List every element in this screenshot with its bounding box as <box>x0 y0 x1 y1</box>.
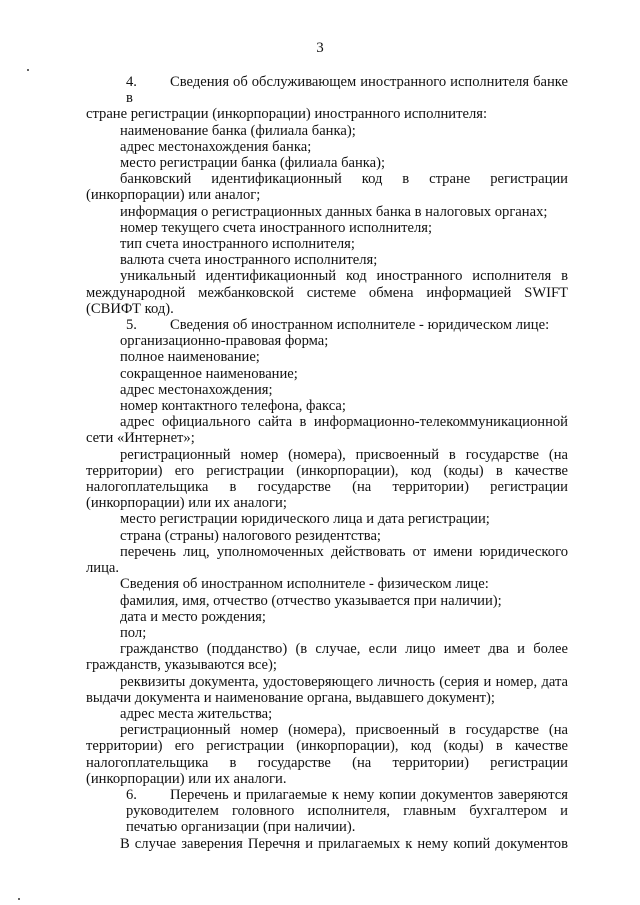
paragraph: организационно-правовая форма; <box>120 333 329 350</box>
paragraph: уникальный идентификационный код иностранного исполнителя в международной межбанковской системе обмена информацией SWIFT (СВИФТ код). <box>86 268 568 317</box>
paragraph: полное наименование; <box>120 349 260 366</box>
paragraph: сокращенное наименование; <box>120 365 298 382</box>
numbered-paragraph <box>86 74 568 106</box>
document-body <box>86 74 568 852</box>
paragraph: дата и место рождения; <box>120 608 266 625</box>
paragraph: В случае заверения Перечня и прилагаемых к нему копий документов <box>120 835 568 852</box>
paragraph: адрес местонахождения банка; <box>120 138 312 155</box>
paragraph: адрес местонахождения; <box>120 381 273 398</box>
paragraph: место регистрации банка (филиала банка); <box>120 155 386 172</box>
paragraph: (инкорпорации) или аналог; <box>86 187 261 204</box>
paragraph: банковский идентификационный код в стране регистрации <box>120 171 568 188</box>
paragraph: фамилия, имя, отчество (отчество указывается при наличии); <box>120 592 502 609</box>
paragraph: номер текущего счета иностранного исполнителя; <box>120 219 433 236</box>
paragraph: адрес места жительства; <box>120 705 273 722</box>
scan-speck <box>18 898 20 900</box>
numbered-paragraph <box>86 317 568 333</box>
paragraph-number: 4. <box>126 74 137 90</box>
page-number: 3 <box>316 40 324 56</box>
paragraph: адрес официального сайта в информационно-телекоммуникационной сети «Интернет»; <box>86 414 568 447</box>
paragraph: перечень лиц, уполномоченных действовать от имени юридического лица. <box>86 543 568 577</box>
scan-speck <box>27 69 29 71</box>
paragraph: регистрационный номер (номера), присвоенный в государстве (на территории) его регистрации (инкорпорации), код (коды) в качестве налогоплательщика в государстве (на территории) регистрации (инкорпорации) или их аналоги. <box>86 722 568 787</box>
paragraph: тип счета иностранного исполнителя; <box>120 236 355 253</box>
numbered-paragraph <box>86 787 568 836</box>
paragraph-number: 6. <box>126 786 137 803</box>
paragraph-text: Сведения об иностранном исполнителе - юридическом лице: <box>170 317 550 334</box>
paragraph: регистрационный номер (номера), присвоенный в государстве (на территории) его регистрации (инкорпорации), код (коды) в качестве налогоплательщика в государстве (на территории) регистрации (инкорпорации) или их аналоги; <box>86 446 568 512</box>
paragraph: пол; <box>120 624 147 641</box>
paragraph-text: Сведения об обслуживающем иностранного исполнителя банке в <box>126 74 568 107</box>
paragraph: гражданство (подданство) (в случае, если лицо имеет два и более гражданств, указываются все); <box>86 641 568 674</box>
paragraph: валюта счета иностранного исполнителя; <box>120 252 378 269</box>
paragraph: место регистрации юридического лица и дата регистрации; <box>120 511 490 528</box>
paragraph: стране регистрации (инкорпорации) иностранного исполнителя: <box>86 106 488 123</box>
paragraph-number: 5. <box>126 317 137 334</box>
paragraph-text: Перечень и прилагаемые к нему копии документов заверяются руководителем головного исполнителя, главным бухгалтером и печатью организации (при наличии). <box>126 786 568 836</box>
paragraph: номер контактного телефона, факса; <box>120 398 346 415</box>
paragraph: реквизиты документа, удостоверяющего личность (серия и номер, дата выдачи документа и наименование органа, выдавшего документ); <box>86 673 568 706</box>
paragraph: страна (страны) налогового резидентства; <box>120 527 381 544</box>
paragraph: Сведения об иностранном исполнителе - физическом лице: <box>120 576 489 593</box>
paragraph: информация о регистрационных данных банка в налоговых органах; <box>120 203 548 220</box>
paragraph: наименование банка (филиала банка); <box>120 122 356 139</box>
